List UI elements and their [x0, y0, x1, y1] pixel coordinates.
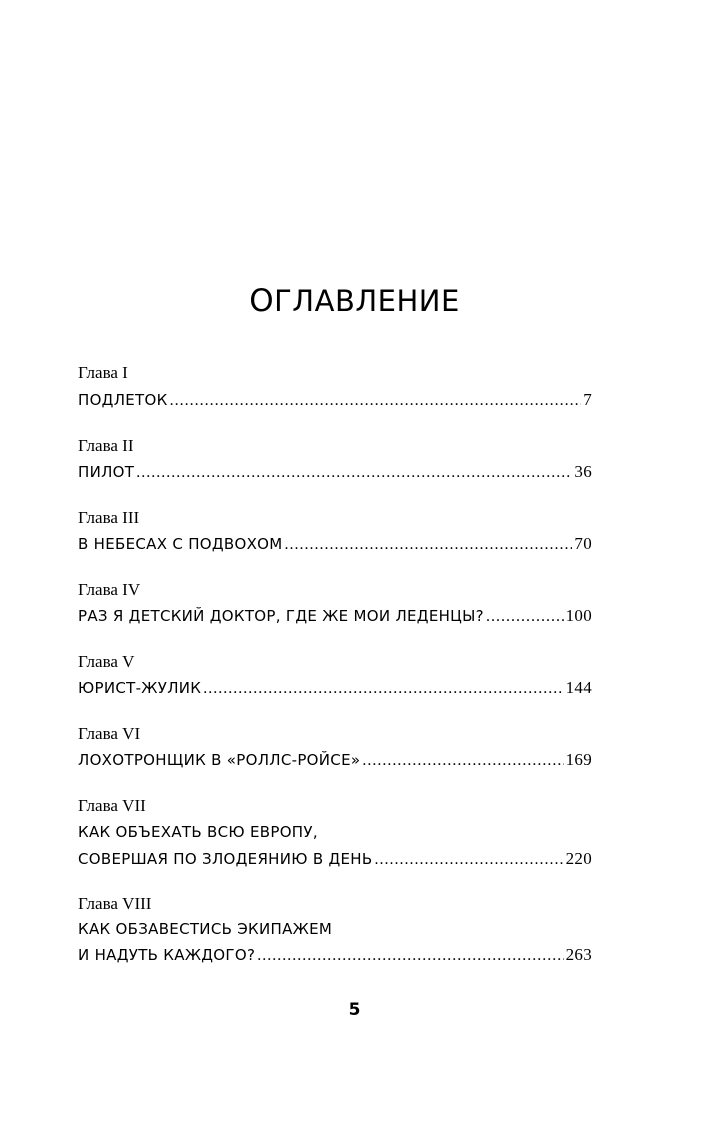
chapter-title-6: ЛОХОТРОНЩИК В «РОЛЛС-РОЙСЕ»	[78, 751, 361, 769]
chapter-title-2: ПИЛОТ	[78, 463, 135, 481]
page-number-3: 70	[574, 534, 592, 553]
dot-leader	[486, 606, 564, 628]
toc-entry-4[interactable]	[78, 605, 592, 628]
chapter-title-5: ЮРИСТ-ЖУЛИК	[78, 679, 202, 697]
page-number-4: 100	[565, 606, 592, 625]
toc-entry-7-line-1[interactable]	[78, 821, 592, 843]
page-number-7: 220	[565, 849, 592, 868]
dot-leader	[362, 750, 563, 772]
toc-entry-1[interactable]	[78, 389, 592, 412]
page-number-5: 144	[565, 678, 592, 697]
toc-entry-2[interactable]	[78, 461, 592, 484]
dot-leader	[285, 534, 573, 556]
page-title-initial: О	[249, 283, 275, 319]
toc-entry-3[interactable]	[78, 533, 592, 556]
dot-leader	[374, 849, 563, 871]
dot-leader	[170, 390, 582, 412]
toc-entry-8-line-1[interactable]	[78, 918, 592, 940]
chapter-title-7-line-2: СОВЕРШАЯ ПО ЗЛОДЕЯНИЮ В ДЕНЬ	[78, 850, 373, 868]
page-number-1: 7	[583, 390, 592, 409]
folio-page-number: 5	[348, 1000, 361, 1020]
chapter-label-1: Глава I	[78, 363, 128, 382]
chapter-title-8-line-2: И НАДУТЬ КАЖДОГО?	[78, 946, 256, 964]
chapter-title-7-line-1: КАК ОБЪЕХАТЬ ВСЮ ЕВРОПУ,	[78, 823, 318, 841]
chapter-label-3: Глава III	[78, 508, 140, 527]
chapter-label-5: Глава V	[78, 652, 135, 671]
chapter-label-8: Глава VIII	[78, 894, 152, 913]
chapter-title-3: В НЕБЕСАХ С ПОДВОХОМ	[78, 535, 283, 553]
chapter-label-7: Глава VII	[78, 796, 146, 815]
chapter-label-6: Глава VI	[78, 724, 141, 743]
table-of-contents	[78, 0, 592, 1000]
page-number-2: 36	[574, 462, 592, 481]
page-number-8: 263	[565, 945, 592, 964]
chapter-label-4: Глава IV	[78, 580, 141, 599]
toc-entry-6[interactable]	[78, 749, 592, 772]
dot-leader	[203, 678, 563, 700]
chapter-title-1: ПОДЛЕТОК	[78, 391, 168, 409]
chapter-title-8-line-1: КАК ОБЗАВЕСТИСЬ ЭКИПАЖЕМ	[78, 920, 333, 938]
chapter-title-4: РАЗ Я ДЕТСКИЙ ДОКТОР, ГДЕ ЖЕ МОИ ЛЕДЕНЦЫ?	[78, 607, 484, 625]
dot-leader	[136, 462, 572, 484]
page-title-rest: ГЛАВЛЕНИЕ	[274, 284, 460, 318]
toc-entry-5[interactable]	[78, 677, 592, 700]
toc-entry-8[interactable]	[78, 944, 592, 967]
toc-entry-7[interactable]	[78, 848, 592, 871]
page-number-6: 169	[565, 750, 592, 769]
dot-leader	[257, 945, 563, 967]
chapter-label-2: Глава II	[78, 436, 134, 455]
